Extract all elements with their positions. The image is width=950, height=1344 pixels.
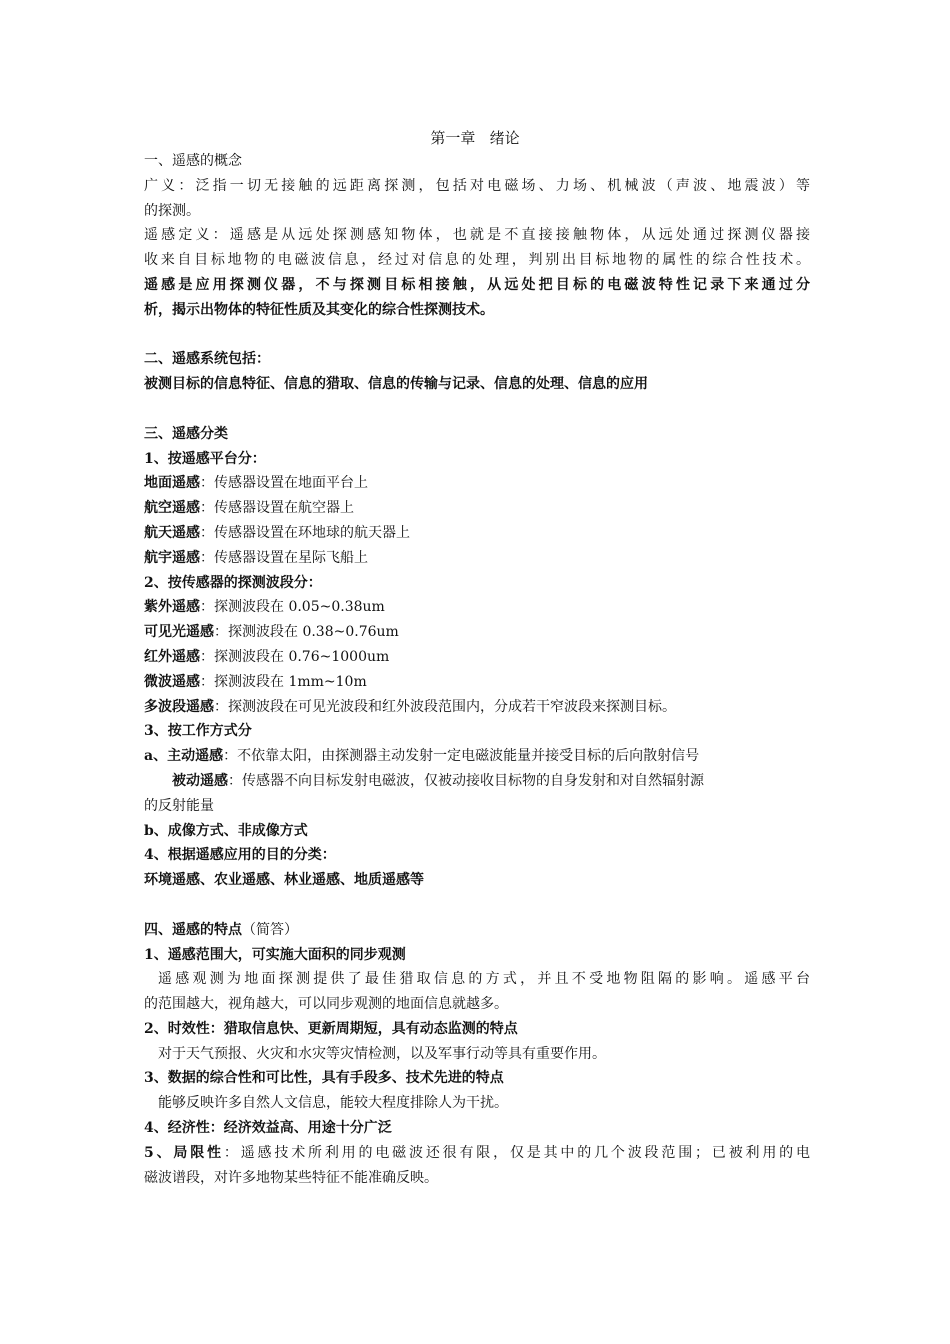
section-2-heading: 二、遥感系统包括：: [144, 351, 270, 368]
imaging-modes: b、成像方式、非成像方式: [144, 822, 308, 839]
term: 可见光遥感: [144, 624, 214, 641]
feature-1-heading: 1、遥感范围大，可实施大面积的同步观测: [144, 946, 406, 963]
term: 航天遥感: [144, 524, 200, 541]
feature-3-body: 能够反映许多自然人文信息，能较大程度排除人为干扰。: [158, 1095, 508, 1112]
term: 被动遥感: [172, 772, 228, 789]
broad-definition-line-2: 的探测。: [144, 202, 200, 219]
section-1-heading: 一、遥感的概念: [144, 153, 242, 169]
term-description: ：传感器设置在环地球的航天器上: [200, 524, 410, 541]
subsection-application-heading: 4、根据遥感应用的目的分类：: [144, 847, 336, 864]
heading-note: （简答）: [242, 921, 298, 938]
passive-continuation: 的反射能量: [144, 797, 214, 814]
section-4-heading: 四、遥感的特点（简答）: [144, 921, 298, 938]
feature-2-body: 对于天气预报、火灾和水灾等灾情检测，以及军事行动等具有重要作用。: [158, 1045, 606, 1062]
section-3-heading: 三、遥感分类: [144, 425, 228, 442]
feature-5-line-2: 磁波谱段，对许多地物某些特征不能准确反映。: [144, 1169, 438, 1186]
list-item-platform: [144, 521, 810, 546]
term-description: ：探测波段在 1mm~10m: [200, 673, 367, 690]
term-description: ：传感器不向目标发射电磁波，仅被动接收目标物的自身发射和对自然辐射源: [228, 772, 704, 789]
term: 红外遥感: [144, 648, 200, 665]
term: 5、局限性: [144, 1144, 224, 1161]
document-body: [144, 149, 810, 1190]
list-item-band: [144, 620, 810, 645]
term-description: ：传感器设置在星际飞船上: [200, 549, 368, 566]
subsection-band-heading: 2、按传感器的探测波段分：: [144, 574, 322, 591]
application-list: 环境遥感、农业遥感、林业遥感、地质遥感等: [144, 872, 424, 889]
spacer: [144, 893, 810, 918]
active-remote-sensing: [144, 744, 810, 769]
feature-1-body-line-2: 的范围越大，视角越大，可以同步观测的地面信息就越多。: [144, 996, 508, 1013]
term: a、主动遥感: [144, 748, 224, 765]
passive-remote-sensing: [144, 769, 810, 794]
list-item-band: [144, 695, 810, 720]
term: 紫外遥感: [144, 599, 200, 616]
term: 航空遥感: [144, 500, 200, 517]
term: 地面遥感: [144, 475, 200, 492]
term-description: ：探测波段在可见光波段和红外波段范围内，分成若干窄波段来探测目标。: [214, 698, 676, 715]
spacer: [144, 397, 810, 422]
feature-2-heading: 2、时效性：猎取信息快、更新周期短，具有动态监测的特点: [144, 1020, 518, 1037]
chapter-title: 第一章 绪论: [430, 129, 520, 147]
subsection-platform-heading: 1、按遥感平台分：: [144, 450, 266, 467]
term: 航宇遥感: [144, 549, 200, 566]
feature-1-body-line-1: 遥感观测为地面探测提供了最佳猎取信息的方式，并且不受地物阻隔的影响。遥感平台: [158, 971, 810, 988]
definition-line-2: 收来自目标地物的电磁波信息，经过对信息的处理，判别出目标地物的属性的综合性技术。: [144, 252, 810, 269]
bold-definition-line-1: 遥感是应用探测仪器，不与探测目标相接触，从远处把目标的电磁波特性记录下来通过分: [144, 276, 810, 293]
section-2-body: 被测目标的信息特征、信息的猎取、信息的传输与记录、信息的处理、信息的应用: [144, 376, 648, 393]
broad-definition-line-1: 广义：泛指一切无接触的远距离探测，包括对电磁场、力场、机械波（声波、地震波）等: [144, 177, 810, 194]
list-item-band: [144, 595, 810, 620]
subsection-mode-heading: 3、按工作方式分: [144, 723, 252, 740]
term: 多波段遥感: [144, 698, 214, 715]
term-description: ：遥感技术所利用的电磁波还很有限，仅是其中的几个波段范围；已被利用的电: [223, 1144, 811, 1161]
term-description: ：传感器设置在地面平台上: [200, 475, 368, 492]
list-item-platform: [144, 546, 810, 571]
term-description: ：探测波段在 0.05~0.38um: [200, 599, 385, 616]
list-item-platform: [144, 496, 810, 521]
list-item-band: [144, 670, 810, 695]
bold-definition-line-2: 析，揭示出物体的特征性质及其变化的综合性探测技术。: [144, 301, 494, 318]
feature-5-line-1: [144, 1141, 810, 1166]
term-description: ：探测波段在 0.38~0.76um: [214, 624, 399, 641]
term-description: ：探测波段在 0.76~1000um: [200, 648, 390, 665]
term-description: ：不依靠太阳，由探测器主动发射一定电磁波能量并接受目标的后向散射信号: [223, 748, 700, 765]
term: 微波遥感: [144, 673, 200, 690]
feature-3-heading: 3、数据的综合性和可比性，具有手段多、技术先进的特点: [144, 1070, 504, 1087]
term-description: ：传感器设置在航空器上: [200, 500, 354, 517]
list-item-band: [144, 645, 810, 670]
list-item-platform: [144, 471, 810, 496]
definition-line-1: 遥感定义：遥感是从远处探测感知物体，也就是不直接接触物体，从远处通过探测仪器接: [144, 227, 810, 244]
spacer: [144, 323, 810, 348]
feature-4-heading: 4、经济性：经济效益高、用途十分广泛: [144, 1120, 392, 1137]
